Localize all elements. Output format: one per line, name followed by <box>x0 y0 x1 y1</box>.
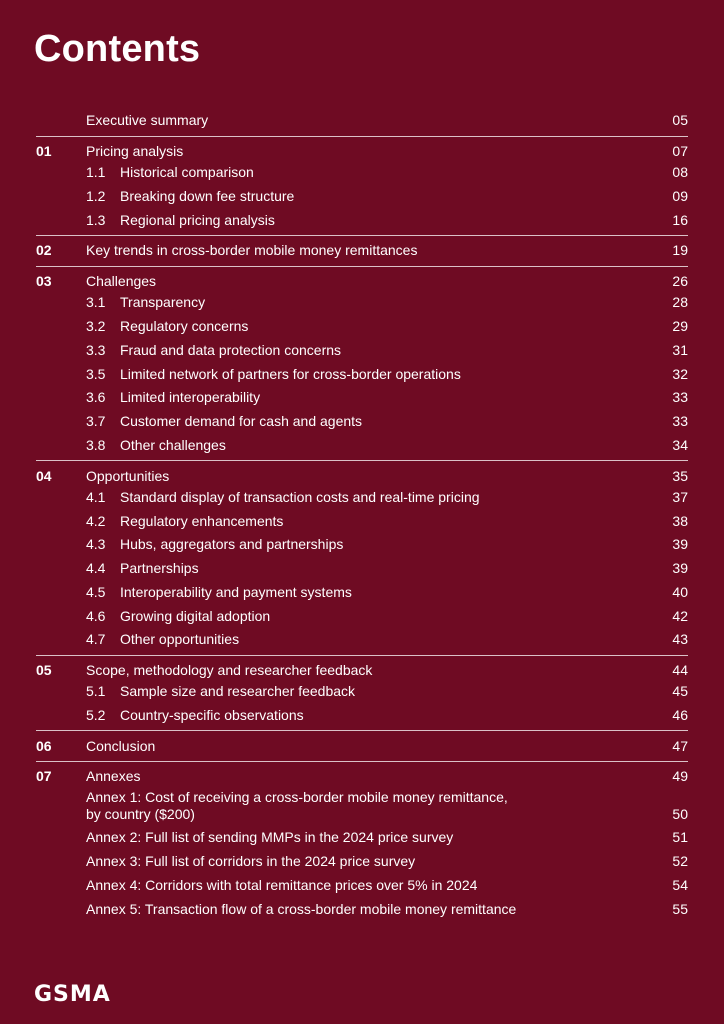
toc-label: Annex 4: Corridors with total remittance prices over 5% in 2024 <box>86 877 478 893</box>
toc-subentry[interactable] <box>0 161 724 183</box>
toc-label: Interoperability and payment systems <box>120 584 352 600</box>
section-number: 01 <box>36 143 52 159</box>
subsection-number: 4.4 <box>86 560 106 576</box>
divider <box>36 761 688 762</box>
toc-subentry[interactable] <box>0 386 724 408</box>
section-number: 06 <box>36 738 52 754</box>
toc-annex-entry[interactable] <box>0 850 724 872</box>
divider <box>36 460 688 461</box>
toc-subentry[interactable] <box>0 434 724 456</box>
toc-page: 16 <box>672 212 688 228</box>
toc-label: Key trends in cross-border mobile money remittances <box>86 242 418 258</box>
toc-subentry[interactable] <box>0 291 724 313</box>
toc-label: Conclusion <box>86 738 156 754</box>
toc-page: 19 <box>672 242 688 258</box>
section-number: 04 <box>36 468 52 484</box>
toc-label: Challenges <box>86 273 157 289</box>
toc-section-06[interactable] <box>0 735 724 757</box>
toc-page: 29 <box>672 318 688 334</box>
toc-annex-entry[interactable] <box>0 826 724 848</box>
divider <box>36 235 688 236</box>
subsection-number: 1.2 <box>86 188 106 204</box>
toc-subentry[interactable] <box>0 315 724 337</box>
toc-label: Other challenges <box>120 437 226 453</box>
toc-annex-entry[interactable] <box>0 874 724 896</box>
toc-section-05[interactable] <box>0 659 724 681</box>
toc-subentry[interactable] <box>0 581 724 603</box>
toc-label: Annexes <box>86 768 141 784</box>
divider <box>36 730 688 731</box>
toc-label: Other opportunities <box>120 631 240 647</box>
toc-label: Pricing analysis <box>86 143 184 159</box>
toc-section-03[interactable] <box>0 270 724 292</box>
subsection-number: 3.2 <box>86 318 106 334</box>
toc-page: 33 <box>672 413 688 429</box>
toc-label: Transparency <box>120 294 206 310</box>
toc-subentry[interactable] <box>0 185 724 207</box>
toc-label: by country ($200) <box>86 806 195 822</box>
toc-annex-entry[interactable] <box>0 898 724 920</box>
toc-page: 44 <box>672 662 688 678</box>
subsection-number: 4.2 <box>86 513 106 529</box>
toc-subentry[interactable] <box>0 486 724 508</box>
subsection-number: 3.5 <box>86 366 106 382</box>
subsection-number: 1.1 <box>86 164 106 180</box>
toc-label: Scope, methodology and researcher feedback <box>86 662 373 678</box>
toc-page: 47 <box>672 738 688 754</box>
toc-page: 34 <box>672 437 688 453</box>
toc-annex-entry[interactable] <box>0 789 724 825</box>
toc-subentry[interactable] <box>0 628 724 650</box>
toc-page: 43 <box>672 631 688 647</box>
toc-label: Sample size and researcher feedback <box>120 683 356 699</box>
subsection-number: 5.2 <box>86 707 106 723</box>
toc-subentry[interactable] <box>0 209 724 231</box>
subsection-number: 3.7 <box>86 413 106 429</box>
section-number: 07 <box>36 768 52 784</box>
toc-page: 26 <box>672 273 688 289</box>
section-number: 05 <box>36 662 52 678</box>
toc-label: Annex 5: Transaction flow of a cross-border mobile money remittance <box>86 901 517 917</box>
toc-subentry[interactable] <box>0 533 724 555</box>
toc-page: 46 <box>672 707 688 723</box>
subsection-number: 3.3 <box>86 342 106 358</box>
toc-page: 05 <box>672 112 688 128</box>
toc-page: 37 <box>672 489 688 505</box>
toc-page: 54 <box>672 877 688 893</box>
divider <box>36 136 688 137</box>
subsection-number: 4.7 <box>86 631 106 647</box>
divider <box>36 655 688 656</box>
toc-label: Annex 2: Full list of sending MMPs in the 2024 price survey <box>86 829 454 845</box>
toc-label: Regional pricing analysis <box>120 212 275 228</box>
toc-label: Country-specific observations <box>120 707 304 723</box>
toc-subentry[interactable] <box>0 363 724 385</box>
toc-page: 31 <box>672 342 688 358</box>
toc-subentry[interactable] <box>0 704 724 726</box>
toc-subentry[interactable] <box>0 410 724 432</box>
toc-label: Annex 1: Cost of receiving a cross-border mobile money remittance, <box>86 789 508 805</box>
toc-page: 33 <box>672 389 688 405</box>
subsection-number: 5.1 <box>86 683 106 699</box>
toc-label: Breaking down fee structure <box>120 188 295 204</box>
toc-section-04[interactable] <box>0 465 724 487</box>
toc-page: 32 <box>672 366 688 382</box>
toc-page: 42 <box>672 608 688 624</box>
toc-page: 07 <box>672 143 688 159</box>
toc-label: Fraud and data protection concerns <box>120 342 342 358</box>
toc-page: 39 <box>672 536 688 552</box>
toc-page: 08 <box>672 164 688 180</box>
toc-subentry[interactable] <box>0 339 724 361</box>
toc-label: Regulatory enhancements <box>120 513 284 529</box>
toc-label: Annex 3: Full list of corridors in the 2024 price survey <box>86 853 416 869</box>
toc-label: Growing digital adoption <box>120 608 271 624</box>
toc-subentry[interactable] <box>0 557 724 579</box>
subsection-number: 4.5 <box>86 584 106 600</box>
page-title: Contents <box>34 28 201 70</box>
section-number: 03 <box>36 273 52 289</box>
subsection-number: 3.6 <box>86 389 106 405</box>
toc-label: Regulatory concerns <box>120 318 249 334</box>
toc-page: 50 <box>672 806 688 822</box>
toc-page: 49 <box>672 768 688 784</box>
toc-label: Limited interoperability <box>120 389 261 405</box>
toc-page: 51 <box>672 829 688 845</box>
toc-label: Customer demand for cash and agents <box>120 413 363 429</box>
toc-section-02[interactable] <box>0 239 724 261</box>
toc-page: 09 <box>672 188 688 204</box>
section-number: 02 <box>36 242 52 258</box>
toc-label: Standard display of transaction costs and real-time pricing <box>120 489 480 505</box>
subsection-number: 1.3 <box>86 212 106 228</box>
toc-section-01[interactable] <box>0 140 724 162</box>
toc-page: 35 <box>672 468 688 484</box>
toc-label: Historical comparison <box>120 164 254 180</box>
toc-label: Executive summary <box>86 112 209 128</box>
toc-subentry[interactable] <box>0 680 724 702</box>
toc-subentry[interactable] <box>0 605 724 627</box>
toc-page: 38 <box>672 513 688 529</box>
gsma-logo: GSMA <box>34 982 111 1007</box>
toc-page: 55 <box>672 901 688 917</box>
toc-page: 40 <box>672 584 688 600</box>
toc-page: 39 <box>672 560 688 576</box>
toc-entry-executive-summary[interactable] <box>0 109 724 131</box>
subsection-number: 4.1 <box>86 489 106 505</box>
subsection-number: 4.3 <box>86 536 106 552</box>
toc-page: 45 <box>672 683 688 699</box>
subsection-number: 3.1 <box>86 294 106 310</box>
divider <box>36 266 688 267</box>
toc-subentry[interactable] <box>0 510 724 532</box>
toc-label: Hubs, aggregators and partnerships <box>120 536 344 552</box>
toc-label: Opportunities <box>86 468 170 484</box>
toc-label: Partnerships <box>120 560 199 576</box>
subsection-number: 3.8 <box>86 437 106 453</box>
toc-section-07[interactable] <box>0 765 724 787</box>
toc-page: 52 <box>672 853 688 869</box>
toc-label: Limited network of partners for cross-border operations <box>120 366 461 382</box>
subsection-number: 4.6 <box>86 608 106 624</box>
toc-page: 28 <box>672 294 688 310</box>
